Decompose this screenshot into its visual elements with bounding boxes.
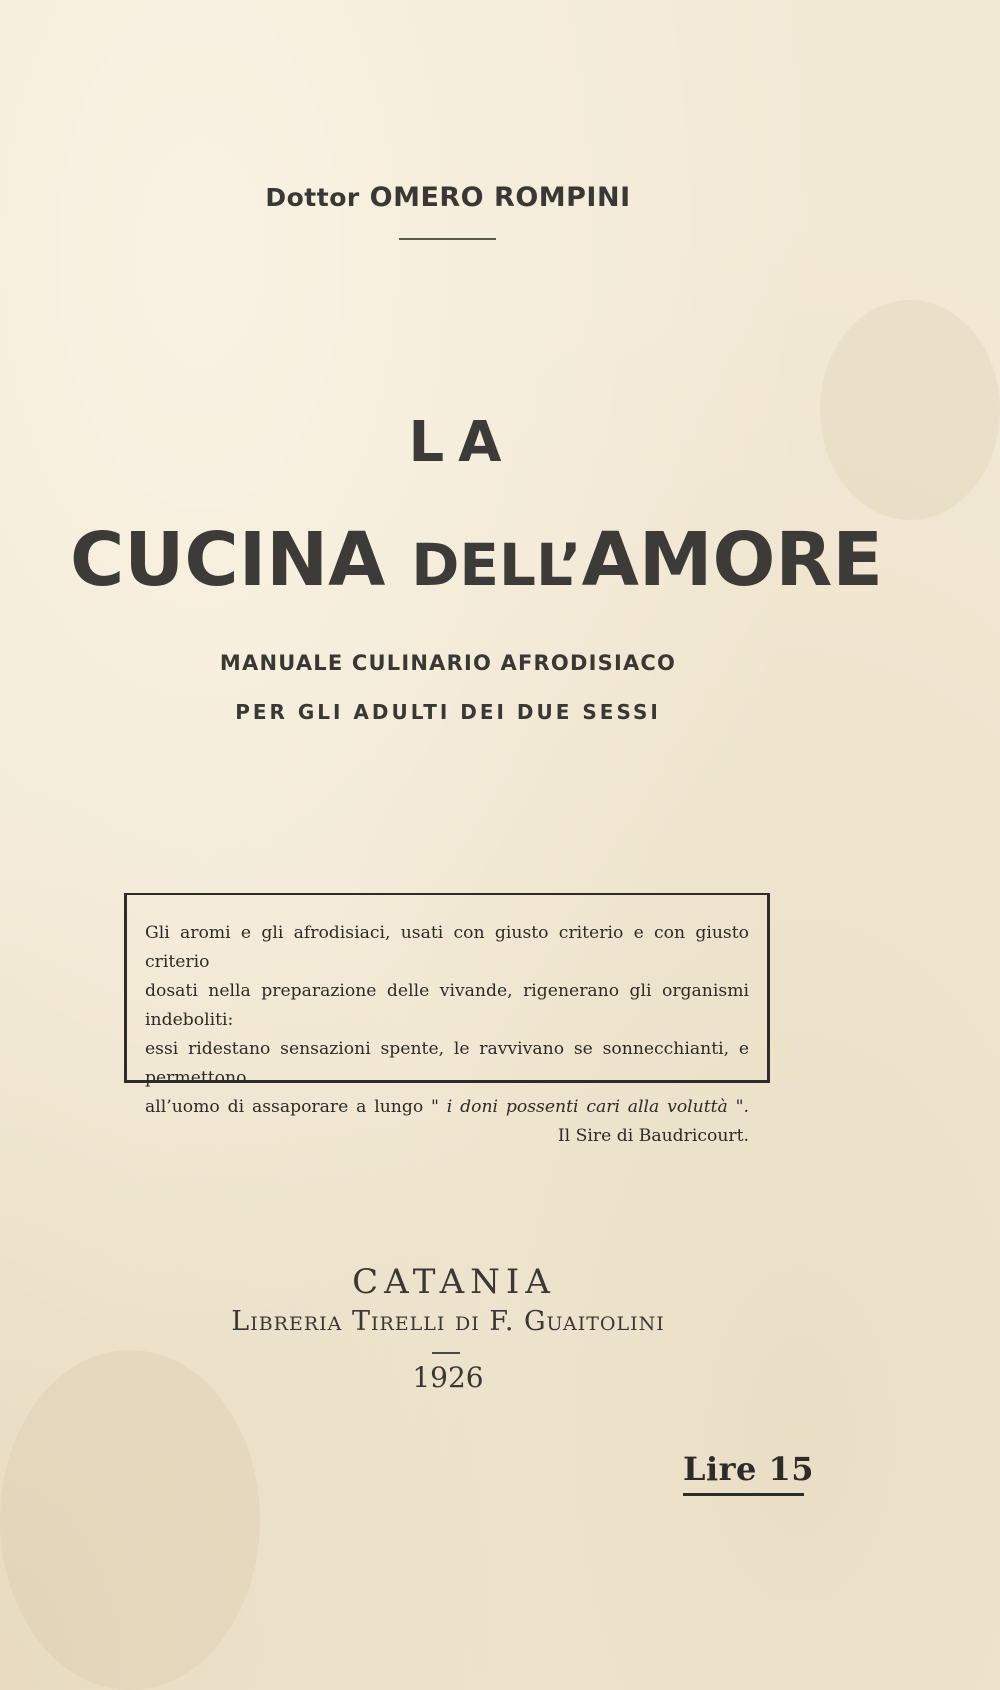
subtitle-line-2: PER GLI ADULTI DEI DUE SESSI bbox=[235, 700, 661, 724]
title-word-amore: AMORE bbox=[581, 517, 883, 603]
epigraph-signature: Il Sire di Baudricourt. bbox=[557, 1126, 749, 1146]
epigraph-line-4 bbox=[145, 1093, 749, 1122]
title-line-1: LA bbox=[408, 410, 516, 475]
title-word-dell: DELL’ bbox=[411, 531, 582, 599]
subtitle-line-1: MANUALE CULINARIO AFRODISIACO bbox=[219, 651, 677, 675]
author-name: OMERO ROMPINI bbox=[369, 182, 631, 213]
epigraph-quotation: " i doni possenti cari alla voluttà ". bbox=[431, 1097, 749, 1117]
imprint-city: CATANIA bbox=[352, 1262, 556, 1302]
epigraph-line-3: essi ridestano sensazioni spente, le ravvivano se sonnecchianti, e permettono bbox=[145, 1039, 749, 1088]
author-prefix: Dottor bbox=[265, 183, 360, 212]
epigraph-line-2: dosati nella preparazione delle vivande, rigenerano gli organismi indeboliti: bbox=[145, 981, 749, 1030]
title-word-cucina: CUCINA bbox=[70, 517, 386, 603]
title-line-2 bbox=[70, 517, 883, 603]
author-line bbox=[0, 182, 896, 213]
imprint-divider bbox=[432, 1352, 460, 1354]
price-underline bbox=[683, 1493, 804, 1496]
author-divider bbox=[399, 238, 496, 240]
price-label: Lire 15 bbox=[683, 1450, 815, 1488]
epigraph-box bbox=[124, 893, 770, 1146]
imprint-publisher: Libreria Tirelli di F. Guaitolini bbox=[231, 1306, 665, 1337]
imprint-year: 1926 bbox=[412, 1361, 484, 1394]
epigraph-line-4-start: all’uomo di assaporare a lungo bbox=[145, 1097, 424, 1117]
epigraph-line-1: Gli aromi e gli afrodisiaci, usati con giusto criterio e con giusto criterio bbox=[145, 923, 749, 972]
paper-stain bbox=[0, 1350, 260, 1690]
